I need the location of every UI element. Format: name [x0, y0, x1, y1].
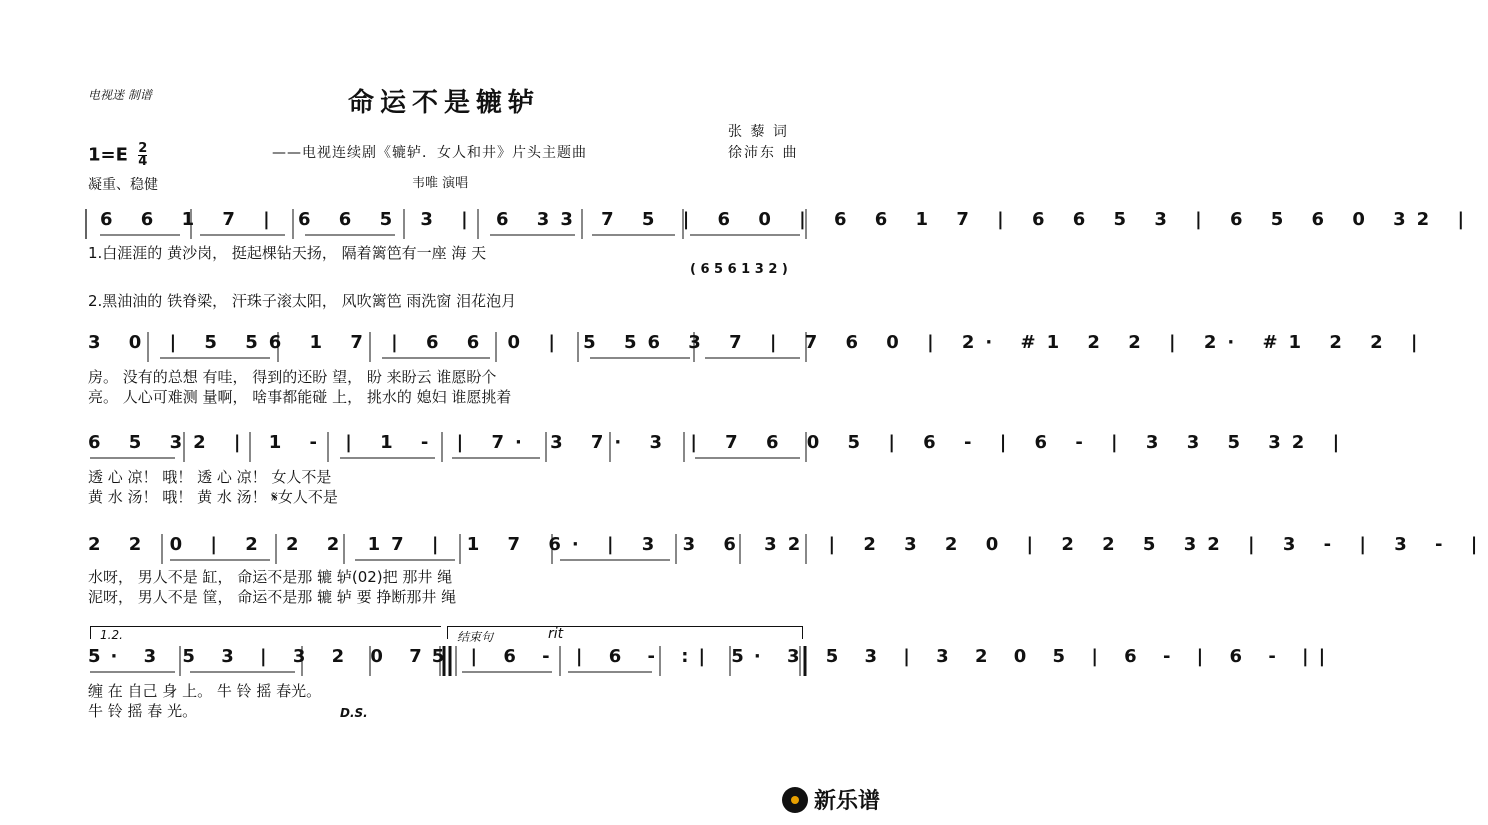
lyrics-row-2-verse-2: 亮。 人心可难测 量啊， 啥事都能碰 上， 挑水的 媳妇 谁愿挑着: [88, 388, 512, 406]
time-signature: $\frac{2}{4}$: [138, 141, 148, 169]
subtitle: ——电视连续剧《辘轳．女人和井》片头主题曲: [272, 145, 587, 161]
lyricist-credit: 张 藜 词: [728, 124, 789, 140]
notes-row-2: 3 0 | 5 56 1 7 | 6 6 0 | 5 56 3 7 | 7 6 0 | 2· #1 2 2 | 2· #1 2 2 |: [88, 332, 1429, 353]
notes-row-4: 2 2 0 | 2 2 2 17 | 1 7 6· | 3 3 6 32 | 2 3 2 0 | 2 2 5 32 | 3 - | 3 - |: [88, 534, 1488, 555]
volta-label-1: 1.2.: [100, 628, 123, 642]
lyrics-row-3-verse-1: 透 心 凉！ 哦！ 透 心 凉！ 女人不是: [88, 468, 332, 486]
notation-row-4: [0, 530, 1488, 570]
composer-credit: 徐沛东 曲: [728, 145, 799, 161]
lyrics-row-1-verse-1: 1.白涯涯的 黄沙岗， 挺起棵钻天扬， 隔着篱笆有一座 海 天: [88, 244, 487, 262]
notation-row-1: [0, 205, 1476, 245]
notation-row-2: [0, 328, 1429, 368]
alt-notes-row-1: ( 6 5 6 1 3 2 ): [690, 262, 788, 277]
volta-bracket-1: [90, 626, 441, 639]
singer-credit: 韦唯 演唱: [412, 176, 469, 191]
ending-bracket: [447, 626, 803, 639]
ritardando-mark: rit: [548, 626, 564, 642]
notes-row-1: 6 6 1 7 | 6 6 5 3 | 6 33 7 5 | 6 0 | 6 6 1 7 | 6 6 5 3 | 6 5 6 0 32 |: [100, 209, 1476, 230]
dal-segno-mark: D.S.: [340, 706, 368, 720]
lyrics-row-2-verse-1: 房。 没有的总想 有哇， 得到的还盼 望， 盼 来盼云 谁愿盼个: [88, 368, 497, 386]
notation-row-5: [0, 642, 1336, 682]
site-logo: 新乐谱: [782, 784, 880, 815]
arranger-credit: 电视迷 制谱: [88, 88, 152, 102]
lyrics-row-1-verse-2: 2.黑油油的 铁脊梁， 汗珠子滚太阳， 风吹篱笆 雨洗窗 泪花泡月: [88, 292, 517, 310]
song-title: 命运不是辘轳: [347, 88, 540, 118]
notes-row-3: 6 5 32 | 1 - | 1 - | 7· 3 7· 3 | 7 6 0 5 | 6 - | 6 - | 3 3 5 32 |: [88, 432, 1351, 453]
ending-label: 结束句: [457, 630, 494, 644]
notation-row-3: [0, 428, 1351, 468]
lyrics-row-5-verse-2: 牛 铃 摇 春 光。: [88, 702, 198, 720]
record-disc-icon: [782, 787, 808, 813]
key-signature: 1=E $\frac{2}{4}$: [88, 141, 148, 169]
lyrics-row-3-verse-2: 黄 水 汤！ 哦！ 黄 水 汤！ 𝄋女人不是: [88, 488, 338, 506]
notes-row-5: 5· 3 5 3 | 3 2 0 75 | 6 - | 6 - :| 5· 3 5 3 | 3 2 0 5 | 6 - | 6 - ||: [88, 646, 1336, 667]
tempo-marking: 凝重、稳健: [88, 177, 158, 193]
lyrics-row-5-verse-1: 缠 在 自己 身 上。 牛 铃 摇 春光。: [88, 682, 322, 700]
lyrics-row-4-verse-2: 泥呀， 男人不是 筐， 命运不是那 辘 轳 要 挣断那井 绳: [88, 588, 457, 606]
lyrics-row-4-verse-1: 水呀， 男人不是 缸， 命运不是那 辘 轳(02)把 那井 绳: [88, 568, 453, 586]
